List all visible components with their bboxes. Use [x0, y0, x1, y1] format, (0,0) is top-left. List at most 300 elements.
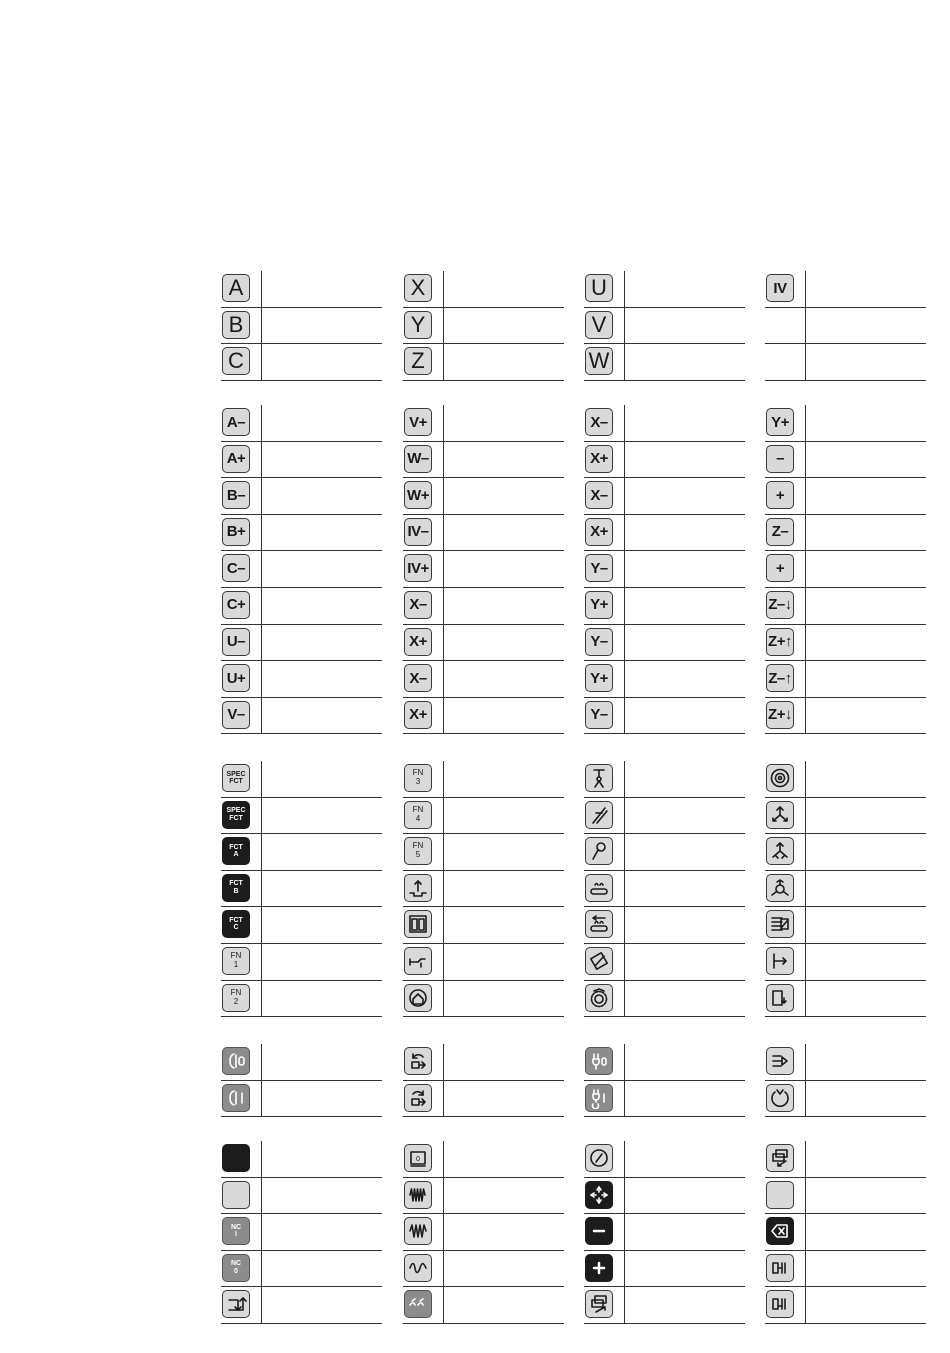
column-divider: [261, 1251, 262, 1288]
key-label: Z–: [771, 523, 789, 541]
key-label: Z+↓: [768, 706, 792, 724]
column-divider: [261, 1214, 262, 1251]
symbol-column: [584, 271, 745, 381]
symbol-row: [765, 1287, 926, 1324]
symbol-row: [765, 871, 926, 908]
key-fn-1-icon: [222, 947, 250, 975]
key-y-minus-icon: [585, 554, 613, 582]
column-divider: [805, 944, 806, 981]
axes-in-icon: [766, 837, 794, 865]
symbol-column: [584, 761, 745, 1017]
cycle-0-icon: [404, 1144, 432, 1172]
rotate-ccw-clamp-icon: [404, 1047, 432, 1075]
column-divider: [443, 1044, 444, 1081]
power-circle-icon: [585, 1144, 613, 1172]
key-x-minus-icon: [404, 591, 432, 619]
rotate-cw-clamp-icon: [404, 1084, 432, 1112]
symbol-row: [765, 588, 926, 625]
key-x-plus-diagonal-icon: [585, 518, 613, 546]
column-divider: [805, 551, 806, 588]
symbol-column: [584, 405, 745, 734]
axes-circle-icon: [766, 874, 794, 902]
column-divider: [624, 442, 625, 479]
key-label: C–: [226, 559, 246, 577]
column-divider: [805, 981, 806, 1018]
symbol-row: [765, 308, 926, 345]
symbol-row: [765, 405, 926, 442]
column-divider: [443, 1178, 444, 1215]
symbol-column: [403, 761, 564, 1017]
column-divider: [261, 1178, 262, 1215]
key-label: Y–: [590, 706, 608, 724]
symbol-row: [221, 698, 382, 735]
key-label: X+: [409, 706, 427, 724]
key-iv-icon: [766, 274, 794, 302]
symbol-row: [221, 478, 382, 515]
double-door-icon: [404, 910, 432, 938]
column-divider: [805, 907, 806, 944]
symbol-row: [403, 1214, 564, 1251]
column-divider: [443, 271, 444, 308]
column-divider: [443, 515, 444, 552]
symbol-column: [221, 271, 382, 381]
key-label: +: [775, 486, 785, 504]
spring-sparse-icon: [404, 1217, 432, 1245]
column-divider: [805, 405, 806, 442]
symbol-row: [221, 588, 382, 625]
symbol-row: [221, 308, 382, 345]
key-label: Y+: [771, 413, 789, 431]
column-divider: [443, 442, 444, 479]
column-divider: [443, 588, 444, 625]
key-x-plus-icon: [404, 628, 432, 656]
plus-key-icon: [585, 1254, 613, 1282]
symbol-row: [765, 944, 926, 981]
symbol-row: [403, 588, 564, 625]
blank-key-icon: [766, 1181, 794, 1209]
clamp-1-icon: [222, 1084, 250, 1112]
tool-change-icon: [404, 874, 432, 902]
symbol-row: [584, 271, 745, 308]
column-divider: [261, 1044, 262, 1081]
column-divider: [805, 871, 806, 908]
column-divider: [624, 1251, 625, 1288]
symbol-row: [403, 551, 564, 588]
symbol-row: [403, 271, 564, 308]
symbol-row: [221, 551, 382, 588]
key-w-icon: [585, 347, 613, 375]
key-label: V–: [227, 706, 245, 724]
splice-icon: [766, 1254, 794, 1282]
key-x-minus-arrow-left-icon: [404, 664, 432, 692]
symbol-row: [765, 834, 926, 871]
column-divider: [805, 661, 806, 698]
symbol-row: [403, 625, 564, 662]
column-divider: [443, 981, 444, 1018]
tool-magazine-icon: [766, 910, 794, 938]
symbol-column: [765, 271, 926, 381]
key-label: X+: [409, 633, 427, 651]
column-divider: [443, 478, 444, 515]
symbol-row: [403, 834, 564, 871]
key-c-icon: [222, 347, 250, 375]
clamp-0-icon: [222, 1047, 250, 1075]
symbol-row: [765, 271, 926, 308]
column-divider: [443, 798, 444, 835]
column-divider: [261, 698, 262, 735]
key-v-minus-icon: [222, 701, 250, 729]
symbol-row: [584, 761, 745, 798]
key-label: X–: [409, 669, 427, 687]
symbol-row: [221, 1044, 382, 1081]
column-divider: [805, 1251, 806, 1288]
symbol-row: [403, 761, 564, 798]
key-label: B: [228, 311, 244, 337]
column-divider: [443, 625, 444, 662]
key-z-icon: [404, 347, 432, 375]
column-divider: [443, 405, 444, 442]
key-label: Z: [411, 348, 425, 374]
key-label: FN 2: [230, 987, 242, 1006]
spray-gun-icon: [585, 837, 613, 865]
symbol-row: [221, 1251, 382, 1288]
symbol-row: [584, 1251, 745, 1288]
crosshair-icon: [585, 1181, 613, 1209]
column-divider: [624, 981, 625, 1018]
column-divider: [443, 551, 444, 588]
column-divider: [624, 478, 625, 515]
symbol-column: [221, 1141, 382, 1324]
symbol-row: [403, 798, 564, 835]
symbol-row: [584, 551, 745, 588]
key-fct-b-icon: [222, 874, 250, 902]
key-label: FCT B: [229, 880, 243, 895]
nc-start-icon: [222, 1217, 250, 1245]
column-divider: [261, 308, 262, 345]
symbol-row: [584, 1081, 745, 1118]
symbol-row: [765, 1178, 926, 1215]
column-divider: [624, 1141, 625, 1178]
symbol-row: [403, 1044, 564, 1081]
symbol-row: [403, 698, 564, 735]
key-fn-3-icon: [404, 764, 432, 792]
column-divider: [624, 588, 625, 625]
column-divider: [443, 761, 444, 798]
key-u-minus-icon: [222, 628, 250, 656]
symbol-row: [403, 405, 564, 442]
key-u-plus-icon: [222, 664, 250, 692]
coolant-tap-icon: [404, 947, 432, 975]
symbol-row: [584, 405, 745, 442]
spindle-gear-icon: [585, 984, 613, 1012]
column-divider: [624, 308, 625, 345]
symbol-row: [403, 1251, 564, 1288]
key-label: IV: [773, 279, 787, 297]
symbol-column: [765, 1141, 926, 1324]
column-divider: [261, 442, 262, 479]
key-label: B+: [226, 523, 246, 541]
symbol-column: [584, 1044, 745, 1117]
symbol-column: [221, 405, 382, 734]
column-divider: [624, 271, 625, 308]
key-label: C+: [226, 596, 246, 614]
symbol-row: [221, 798, 382, 835]
column-divider: [443, 1141, 444, 1178]
axes-out-icon: [766, 801, 794, 829]
column-divider: [805, 798, 806, 835]
key-label: X–: [590, 486, 608, 504]
door-wipe-icon: [585, 947, 613, 975]
column-divider: [261, 1287, 262, 1324]
plug-0-icon: [585, 1047, 613, 1075]
column-divider: [261, 515, 262, 552]
symbol-row: [584, 478, 745, 515]
symbol-row: [403, 515, 564, 552]
symbol-column: [765, 1044, 926, 1117]
key-y-plus-diagonal-icon: [585, 664, 613, 692]
door-unlock-icon: [766, 984, 794, 1012]
key-label: U+: [226, 669, 246, 687]
column-divider: [624, 551, 625, 588]
symbol-row: [403, 871, 564, 908]
rotate-top-icon: [766, 1084, 794, 1112]
gear-circle-icon: [766, 764, 794, 792]
symbol-row: [584, 661, 745, 698]
column-divider: [624, 344, 625, 381]
key-label: Y+: [590, 669, 608, 687]
key-x-icon: [404, 274, 432, 302]
symbol-column: [221, 761, 382, 1017]
symbol-row: [584, 1141, 745, 1178]
symbol-row: [584, 1178, 745, 1215]
key-minus-arrow-right-icon: [766, 445, 794, 473]
symbol-row: [403, 1081, 564, 1118]
symbol-column: [765, 761, 926, 1017]
symbol-row: [221, 944, 382, 981]
insert-clamp-icon: [766, 1047, 794, 1075]
column-divider: [805, 1178, 806, 1215]
symbol-row: [403, 944, 564, 981]
symbol-row: [221, 515, 382, 552]
symbol-row: [403, 344, 564, 381]
column-divider: [443, 1214, 444, 1251]
key-b-plus-icon: [222, 518, 250, 546]
symbol-row: [584, 308, 745, 345]
key-label: U: [591, 275, 607, 300]
key-a-plus-icon: [222, 445, 250, 473]
key-label: FN 1: [230, 951, 242, 969]
minus-key-icon: [585, 1217, 613, 1245]
column-divider: [261, 551, 262, 588]
chip-conveyor-reverse-icon: [585, 910, 613, 938]
symbol-row: [765, 551, 926, 588]
column-divider: [261, 271, 262, 308]
column-divider: [624, 405, 625, 442]
column-divider: [261, 834, 262, 871]
key-a-minus-icon: [222, 408, 250, 436]
symbol-row: [765, 761, 926, 798]
key-label: X+: [590, 523, 608, 541]
symbol-row: [403, 1141, 564, 1178]
key-label: W: [588, 348, 610, 374]
key-label: Y: [410, 311, 426, 337]
symbol-row: [221, 1141, 382, 1178]
key-y-plus-icon: [585, 591, 613, 619]
key-y-plus-diagonal-up-icon: [766, 408, 794, 436]
key-label: FCT A: [229, 843, 243, 859]
key-label: IV+: [407, 559, 429, 577]
symbol-row: [221, 1178, 382, 1215]
key-label: NC I: [230, 1223, 242, 1239]
key-iv-plus-icon: [404, 554, 432, 582]
blank-key-icon: [222, 1181, 250, 1209]
key-label: A: [228, 275, 244, 300]
key-label: X–: [409, 596, 427, 614]
column-divider: [443, 308, 444, 345]
symbol-row: [765, 698, 926, 735]
cycle-loop-icon: [222, 1290, 250, 1318]
symbol-row: [584, 1214, 745, 1251]
symbol-row: [584, 871, 745, 908]
symbol-row: [403, 308, 564, 345]
key-label: Y+: [590, 596, 608, 614]
column-divider: [443, 1081, 444, 1118]
column-divider: [443, 344, 444, 381]
key-z-minus-up-icon: [766, 664, 794, 692]
key-fn-4-icon: [404, 801, 432, 829]
column-divider: [443, 698, 444, 735]
symbol-row: [584, 625, 745, 662]
symbol-row: [403, 661, 564, 698]
symbol-column: [221, 1044, 382, 1117]
air-blast-icon: [585, 801, 613, 829]
symbol-row: [221, 1287, 382, 1324]
key-fn-2-icon: [222, 984, 250, 1012]
key-v-icon: [585, 311, 613, 339]
symbol-row: [403, 907, 564, 944]
column-divider: [624, 1178, 625, 1215]
column-divider: [805, 1287, 806, 1324]
column-divider: [624, 798, 625, 835]
column-divider: [261, 798, 262, 835]
column-divider: [805, 515, 806, 552]
key-label: Z–↓: [768, 596, 792, 614]
nc-stop-icon: [222, 1254, 250, 1282]
key-label: A–: [226, 413, 246, 431]
key-x-minus-arrow-right-icon: [585, 408, 613, 436]
symbol-column: [403, 1044, 564, 1117]
key-label: X: [410, 275, 426, 300]
symbol-row: [403, 1178, 564, 1215]
backspace-icon: [766, 1217, 794, 1245]
symbol-row: [221, 625, 382, 662]
key-x-plus-arrow-left-icon: [585, 445, 613, 473]
plug-1-icon: [585, 1084, 613, 1112]
symbol-row: [221, 1081, 382, 1118]
key-label: V+: [409, 413, 427, 431]
key-x-plus-arrow-right-icon: [404, 701, 432, 729]
column-divider: [261, 405, 262, 442]
key-label: W–: [407, 450, 429, 468]
key-fn-5-icon: [404, 837, 432, 865]
column-divider: [443, 907, 444, 944]
symbol-row: [403, 442, 564, 479]
key-label: FN 4: [412, 804, 424, 823]
key-label: A+: [226, 450, 246, 468]
key-u-icon: [585, 274, 613, 302]
wave-icon: [404, 1254, 432, 1282]
column-divider: [261, 981, 262, 1018]
column-divider: [261, 761, 262, 798]
key-y-minus-diagonal-down-icon: [585, 701, 613, 729]
column-divider: [805, 1141, 806, 1178]
symbol-row: [221, 661, 382, 698]
column-divider: [261, 625, 262, 662]
symbol-row: [584, 344, 745, 381]
symbol-row: [584, 981, 745, 1018]
symbol-row: [765, 478, 926, 515]
symbol-row: [221, 834, 382, 871]
column-divider: [443, 834, 444, 871]
symbol-row: [765, 798, 926, 835]
key-c-plus-icon: [222, 591, 250, 619]
column-divider: [624, 761, 625, 798]
column-divider: [443, 871, 444, 908]
key-fct-a-icon: [222, 837, 250, 865]
symbol-row: [765, 981, 926, 1018]
key-b-minus-icon: [222, 481, 250, 509]
key-iv-minus-icon: [404, 518, 432, 546]
key-label: U–: [226, 633, 246, 651]
chip-conveyor-icon: [585, 874, 613, 902]
symbol-row: [221, 271, 382, 308]
column-divider: [261, 478, 262, 515]
symbol-row: [765, 661, 926, 698]
column-divider: [624, 944, 625, 981]
column-divider: [805, 834, 806, 871]
symbol-row: [765, 344, 926, 381]
rapid-gray-icon: [404, 1290, 432, 1318]
symbol-row: [221, 981, 382, 1018]
column-divider: [261, 344, 262, 381]
key-label: FN 3: [412, 768, 424, 786]
key-label: Y–: [590, 633, 608, 651]
key-v-plus-icon: [404, 408, 432, 436]
column-divider: [261, 661, 262, 698]
symbol-row: [403, 478, 564, 515]
symbol-row: [765, 442, 926, 479]
key-b-icon: [222, 311, 250, 339]
symbol-row: [403, 1287, 564, 1324]
symbol-row: [221, 871, 382, 908]
key-label: Z–↑: [768, 669, 792, 687]
column-divider: [443, 1251, 444, 1288]
jog-step-icon: [766, 947, 794, 975]
key-label: C: [228, 348, 244, 374]
key-w-minus-icon: [404, 445, 432, 473]
symbol-column: [584, 1141, 745, 1324]
key-fct-c-icon: [222, 910, 250, 938]
column-divider: [443, 944, 444, 981]
symbol-row: [584, 515, 745, 552]
symbol-row: [765, 515, 926, 552]
column-divider: [805, 1081, 806, 1118]
column-divider: [805, 442, 806, 479]
key-label: SPEC FCT: [226, 807, 246, 822]
column-divider: [624, 661, 625, 698]
symbol-row: [584, 834, 745, 871]
key-label: NC 0: [230, 1260, 242, 1275]
